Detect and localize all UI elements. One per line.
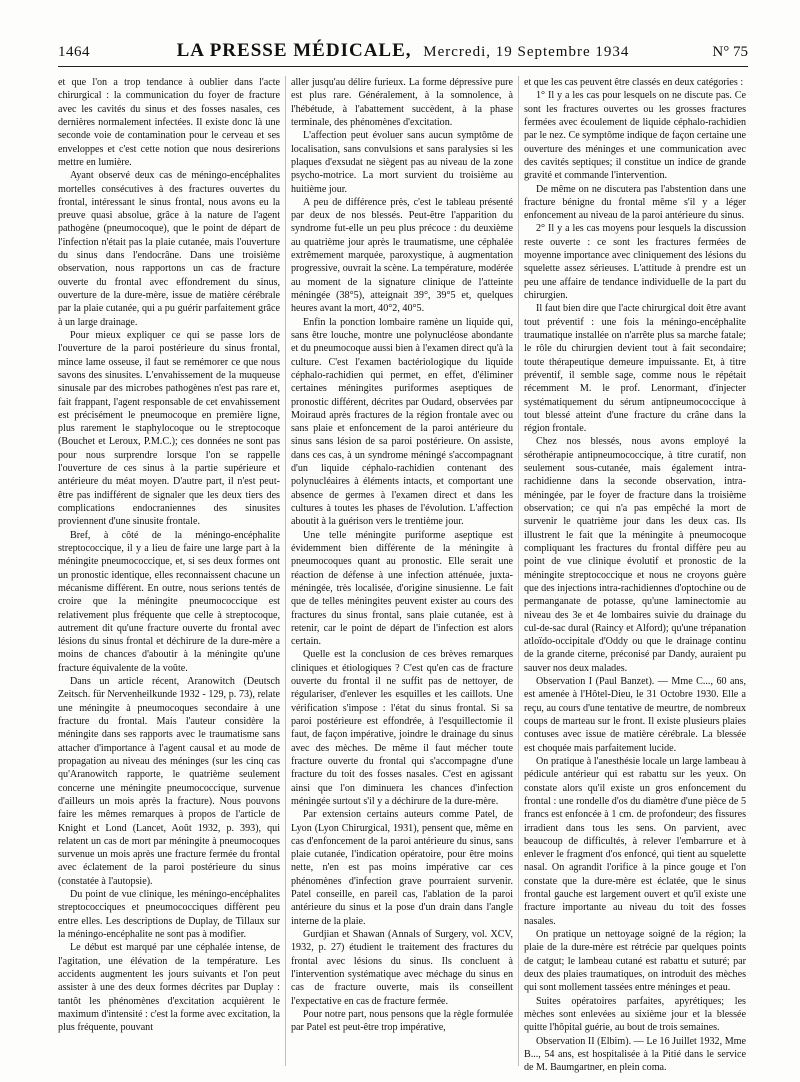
paragraph: Il faut bien dire que l'acte chirurgical doit être avant tout préventif : une fois la méningo-encéphalite traumatique installée on n'arrête plus sa marche fatale; le rôle du chirurgien devient tout à fait secondaire; toute thérapeutique demeure impuissante. Et, à titre préventif, il semble sage, comme nous le répétait récemment M. le prof. Lenormant, d'injecter systématiquement du sérum antipneumococcique à tout blessé atteint d'une fracture du crâne dans la région frontale. [524, 303, 746, 435]
paragraph: Le début est marqué par une céphalée intense, de l'agitation, une élévation de la température. Les accidents augmentent les jours suivants et l'on peut assister à une des deux formes décrites par Duplay : tantôt les phénomènes d'excitation acquièrent le maximum d'intensité : c'est la forme avec excitation, la plus fréquente, pouvant [58, 942, 280, 1034]
observation-paragraph: Observation I (Paul Banzet). — Mme C..., 60 ans, est amenée à l'Hôtel-Dieu, le 31 Octobre 1930. Elle a reçu, au cours d'une tentative de meurtre, de nombreux coups de marteau sur le front. Il existe plusieurs plaies contuses avec issue de matière cérébrale. La blessée est choquée mais parfaitement lucide. [524, 676, 746, 754]
paragraph: et que les cas peuvent être classés en deux catégories : [524, 77, 744, 88]
journal-title [58, 40, 748, 62]
text-column-2 [291, 76, 513, 1066]
text-column-3 [524, 76, 746, 1074]
journal-name: LA PRESSE MÉDICALE, [176, 40, 412, 61]
text-column-1 [58, 76, 280, 1066]
paragraph: 2° Il y a les cas moyens pour lesquels la discussion reste ouverte : ce sont les fractures fermées de moyenne importance avec cliniquement des lésions du squelette assez sérieuses. L'attitude à prendre est un peu une affaire de tendance individuelle de la part du chirurgien. [524, 223, 746, 301]
paragraph: On pratique à l'anesthésie locale un large lambeau à pédicule antérieur qui est rabattu sur les yeux. On constate alors qu'il existe un gros enfoncement du frontal : une rondelle d'os du diamètre d'une pièce de 5 francs est enfoncée à 1 cm. de profondeur; des fissures irradient dans tous les sens. On parvient, avec beaucoup de difficultés, à relever l'embarrure et à enlever le fragment d'os enfoncé, qui tient au squelette nasal. On agrandit l'orifice à la pince gouge et l'on constate que la dure-mère est éclatée, que le sinus frontal gauche est largement ouvert et qu'il existe une fracture importante au niveau du toit des fosses nasales. [524, 755, 746, 927]
paragraph: Par extension certains auteurs comme Patel, de Lyon (Lyon Chirurgical, 1931), pensent que, même en cas d'enfoncement de la paroi antérieure du sinus, sans plaie cutanée, l'indication opératoire, pour être moins nette, n'en est pas moins impérative car ces phénomènes d'infection grave pourraient survenir. Patel conseille, en pareil cas, l'ablation de la paroi antérieure du sinus et la pose d'un drain dans l'angle interne de la plaie. [291, 809, 513, 927]
paragraph: Ayant observé deux cas de méningo-encéphalites mortelles consécutives à des fractures ouvertes du frontal, intéressant le sinus frontal, nous avons eu la preuve quasi absolue, grâce à la nature de l'agent pathogène (pneumocoque), que le point de départ de l'infection n'était pas la plaie cutanée, mais l'ouverture du sinus dans l'endocrâne. Dans une troisième observation, nous rapportons un cas de fracture ouverte du frontal avec effondrement du sinus, ouverture de la dure-mère, issue de matière cérébrale par la plaie cutanée, qui a pu guérir parfaitement grâce à un large drainage. [58, 170, 280, 328]
page-header [58, 40, 748, 67]
observation-paragraph: Observation II (Elbim). — Le 16 Juillet 1932, Mme B..., 54 ans, est hospitalisée à la Pitié dans le service de M. Baumgartner, en plein coma. [524, 1035, 746, 1074]
issue-number: N° 75 [712, 44, 748, 60]
paragraph: et que l'on a trop tendance à oublier dans l'acte chirurgical : la communication du foyer de fracture avec les cavités du sinus et des fosses nasales, ces dernières normalement infectées. Il existe donc là une seconde voie de contamination pour le cerveau et ses enveloppes et c'est cette notion que nous desirerions mettre en lumière. [58, 77, 280, 168]
page-number: 1464 [58, 44, 90, 60]
paragraph: Dans un article récent, Aranowitch (Deutsch Zeitsch. für Nervenheilkunde 1932 - 129, p. 73), relate une méningite à pneumocoques secondaire à une fracture du frontal. Mais l'auteur considère la méningite dans ses rapports avec le traumatisme sans attacher d'importance à l'agent causal et au mode de propagation au niveau des méninges (sur les cinq cas qu'Aranowitch rapporte, le quatrième seulement concerne une méningite pneumococcique, survenue d'ailleurs un mois après la fracture). Nous pouvons faire les mêmes remarques à propos de l'article de Knight et Lond (Lancet, Août 1932, p. 393), qui relatent un cas de mort par méningite à pneumocoques survenue un mois après une fracture fermée du frontal avec éclatement de la paroi postérieure du sinus (constatée à l'autopsie). [58, 676, 280, 887]
paragraph: Une telle méningite puriforme aseptique est évidemment bien différente de la méningite à pneumocoques quant au pronostic. Elle serait une réaction de défense à une infection atténuée, juxta-méningée, très localisée, d'origine sinusienne. Le fait que de telles méningites peuvent exister au cours des fractures du sinus frontal, sans plaie cutanée, est à retenir, car le point de départ de l'infection est alors certain. [291, 529, 513, 648]
paragraph: Gurdjian et Shawan (Annals of Surgery, vol. XCV, 1932, p. 27) étudient le traitement des fractures du frontal avec lésions du sinus. Ils concluent à l'intervention systématique avec méchage du sinus en cas de fracture ouverte, mais ils conseillent l'expectative en cas de fracture fermée. [291, 929, 513, 1007]
paragraph: De même on ne discutera pas l'abstention dans une fracture bénigne du frontal même s'il y a léger enfoncement au niveau de la paroi antérieure du sinus. [524, 183, 746, 222]
paragraph: Bref, à côté de la méningo-encéphalite streptococcique, il y a lieu de faire une large part à la méningite pneumococcique, et, si ses deux formes ont un pronostic identique, elles reconnaissent chacune un mécanisme différent. En outre, nous serions tentés de croire que la méningite pneumococcique est relativement plus fréquente que celle à streptocoque, autrement dit qu'une fracture ouverte du frontal avec lésions du sinus frontal et déchirure de la dure-mère a moins de chances d'aboutir à la méningite qu'une fracture équivalente de la voûte. [58, 529, 280, 674]
paragraph: Chez nos blessés, nous avons employé la sérothérapie antipneumococcique, à titre curatif, non seulement sous-cutanée, mais également intra-rachidienne dans la seconde observation, intra-méningée, par le foyer de fracture dans la troisième observation; ce qui n'a pas empêché la mort de survenir le quatrième jour dans les deux cas. Ils illustrent le fait que la méningite à pneumocoque compliquant les fractures du frontal diffère peu au point de vue clinique évolutif et pronostic de la méningite streptococcique et nous ne croyons guère que des injections intra-rachidiennes d'optochine ou de permanganate de potasse, qu'une laminectomie au niveau des 3e et 4e lombaires suivie du drainage du cul-de-sac dural (Raincy et Alford); qu'une trépanation atloïdo-occipitale d'Oddy ou que le drainage continu de la grande citerne, préconisé par Dandy, auraient pu sauver nos deux malades. [524, 436, 746, 674]
column-divider [518, 76, 519, 1066]
issue-date: Mercredi, 19 Septembre 1934 [423, 44, 630, 60]
paragraph: On pratique un nettoyage soigné de la région; la plaie de la dure-mère est rétrécie par quelques points de catgut; le lambeau cutané est rabattu et suturé; par deux des plaies traumatiques, on introduit des mèches qui sont mollement tassées entre méninges et peau. [524, 929, 746, 994]
paragraph: Pour notre part, nous pensons que la règle formulée par Patel est peut-être trop impérative, [291, 1008, 513, 1034]
paragraph: Enfin la ponction lombaire ramène un liquide qui, sans être louche, montre une polynucléose abondante et du pneumocoque aussi bien à l'examen direct qu'à la culture. C'est l'examen bactériologique du liquide céphalo-rachidien qui permet, en effet, d'éliminer certaines méningites puriformes aseptiques de pronostic différent, décrites par Oudard, observées par Moiraud après fractures de la région frontale avec ou sans plaie et enfoncement de la paroi antérieure du sinus sans lésion de sa paroi postérieure. On assiste, dans ces cas, à un syndrome méningé s'accompagnant d'un liquide céphalo-rachidien contenant des polynucléaires à éléments intacts, et comportant une absence de germes à l'examen direct et dans les cultures à toutes les phases de l'évolution. L'affection aboutit à la guérison vers le trentième jour. [291, 316, 513, 528]
paragraph: 1° Il y a les cas pour lesquels on ne discute pas. Ce sont les fractures ouvertes ou les grosses fractures fermées avec écoulement de liquide céphalo-rachidien par le nez. Ce symptôme indique de façon certaine une ouverture des méninges et une communication avec des cavités septiques; il constitue un indice de grande gravité et commande l'intervention. [524, 90, 746, 182]
paragraph: Quelle est la conclusion de ces brèves remarques cliniques et étiologiques ? C'est qu'en cas de fracture ouverte du frontal il ne suffit pas de nettoyer, de régulariser, d'enlever les esquilles et les caillots. Une vérification s'impose : l'état du sinus frontal. Si sa paroi postérieure est effondrée, à l'esquillectomie il faut, de façon impérative, joindre le drainage du sinus avec des mèches. De même il faut mécher toute fracture ouverte du frontal qui s'accompagne d'une fracture du toit des fosses nasales. C'est en agissant ainsi que l'on diminuera les chances d'infection méningée surtout s'il y a déchirure de la dure-mère. [291, 649, 513, 807]
paragraph: Suites opératoires parfaites, apyrétiques; les mèches sont enlevées au sixième jour et la blessée quitte l'hôpital guérie, au bout de trois semaines. [524, 995, 746, 1034]
paragraph: Du point de vue clinique, les méningo-encéphalites streptococciques et pneumococciques diffèrent peu entre elles. Les descriptions de Duplay, de Tillaux sur la méningo-encéphalite ne sont pas à modifier. [58, 889, 280, 940]
paragraph: A peu de différence près, c'est le tableau présenté par deux de nos blessés. Peut-être l'apparition du syndrome fut-elle un peu plus précoce : du deuxième au quatrième jour après le traumatisme, une céphalée extrêmement marquée, paroxystique, à augmentation progressive, ouvrait la scène. La température, modérée au moment de la signature clinique de l'atteinte méningée (38°5), atteignait 39°, 39°5 et, quelques heures avant la mort, 40°2, 40°5. [291, 196, 513, 315]
paragraph: L'affection peut évoluer sans aucun symptôme de localisation, sans convulsions et sans paralysies si les plaques d'exsudat ne siègent pas au niveau de la zone psycho-motrice. La mort survient du troisième au huitième jour. [291, 130, 513, 195]
paragraph: aller jusqu'au délire furieux. La forme dépressive pure est plus rare. Généralement, à la somnolence, à l'hébétude, à l'abattement succèdent, à la phase terminale, des phénomènes d'excitation. [291, 77, 513, 128]
paragraph: Pour mieux expliquer ce qui se passe lors de l'ouverture de la paroi postérieure du sinus frontal, mince lame osseuse, il faut se remémorer ce que nous savons des sinusites. L'envahissement de la muqueuse sinusale par des microbes pathogènes n'est pas rare et, fait frappant, l'agent responsable de cet envahissement est précisément le pneumocoque en première ligne, plus rarement le staphylocoque ou le streptocoque (Bouchet et Leroux, P.M.C.); ces données ne sont pas pour nous surprendre lorsque l'on se rappelle l'ouverture de ces sinus à la partie supérieure et antérieure du méat moyen. D'autre part, il n'est peut-être pas indifférent de signaler que les deux tiers des complications endocraniennes des sinusites proviennent d'une sinusite frontale. [58, 329, 280, 528]
column-divider [285, 76, 286, 1066]
